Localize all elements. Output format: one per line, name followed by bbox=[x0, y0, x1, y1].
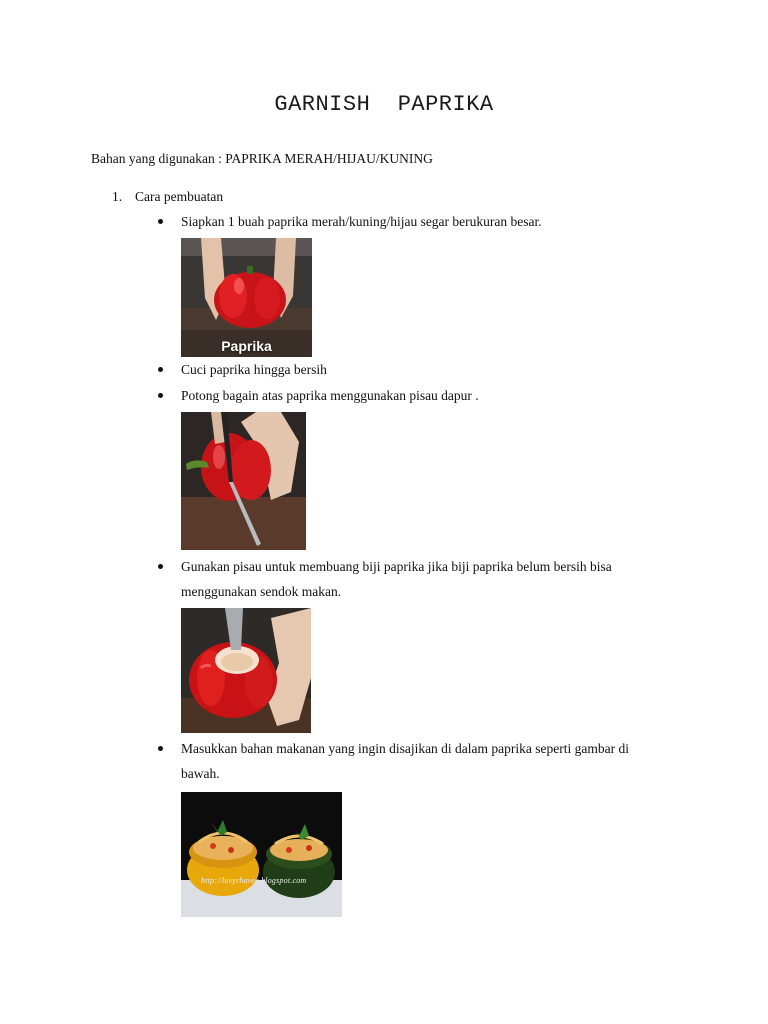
bullet-icon bbox=[158, 367, 163, 372]
photo-stuffed-paprika bbox=[181, 792, 342, 917]
section-heading: Cara pembuatan bbox=[135, 189, 224, 204]
ingredients-line: Bahan yang digunakan : PAPRIKA MERAH/HIJAU/KUNING bbox=[91, 151, 433, 166]
section-number: 1. bbox=[112, 189, 123, 204]
step-text: Potong bagain atas paprika menggunakan pisau dapur . bbox=[181, 388, 479, 403]
step-text: Siapkan 1 buah paprika merah/kuning/hijau segar berukuran besar. bbox=[181, 214, 542, 229]
bullet-icon bbox=[158, 393, 163, 398]
bullet-icon bbox=[158, 219, 163, 224]
bullet-icon bbox=[158, 746, 163, 751]
step-text-continued: bawah. bbox=[181, 766, 220, 781]
photo-caption: Paprika bbox=[221, 338, 272, 354]
step-text: Masukkan bahan makanan yang ingin disajikan di dalam paprika seperti gambar di bbox=[181, 741, 629, 756]
document-title: GARNISH PAPRIKA bbox=[274, 92, 494, 117]
bullet-icon bbox=[158, 564, 163, 569]
photo-watermark: http://luvyrhavee.blogspot.com bbox=[201, 876, 307, 885]
photo-removing-seeds bbox=[181, 608, 311, 733]
photo-whole-paprika bbox=[181, 238, 312, 357]
photo-cutting-paprika bbox=[181, 412, 306, 550]
step-text: Cuci paprika hingga bersih bbox=[181, 362, 327, 377]
step-text: Gunakan pisau untuk membuang biji paprika jika biji paprika belum bersih bisa bbox=[181, 559, 612, 574]
step-text-continued: menggunakan sendok makan. bbox=[181, 584, 342, 599]
